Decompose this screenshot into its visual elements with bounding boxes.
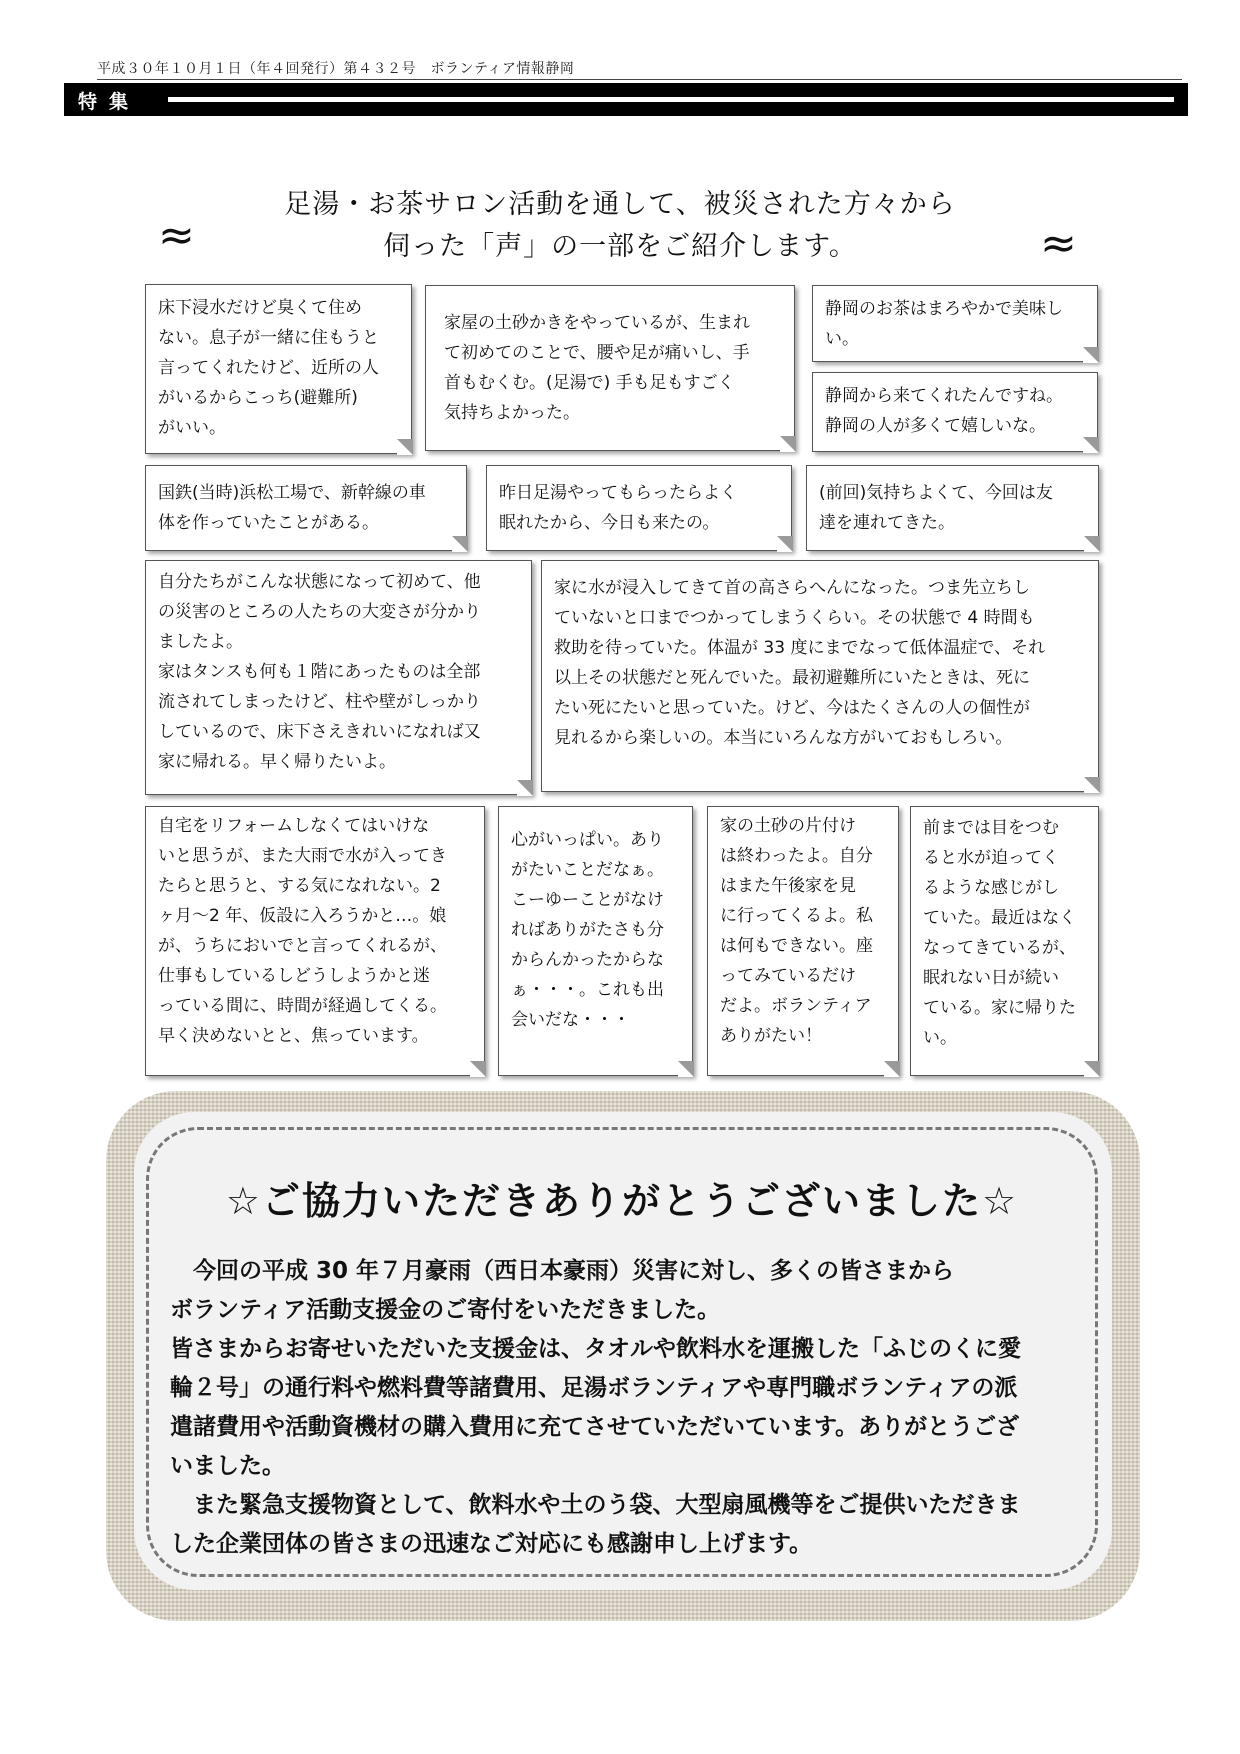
voice-card [910, 806, 1099, 1076]
voice-card [145, 560, 532, 795]
header-rule [97, 79, 1182, 80]
voice-text: 前までは目をつむ ると水が迫ってく るような感じがし ていた。最近はなく なってきているが、 眠れない日が続い ている。家に帰りた い。 [923, 818, 1076, 1048]
page-curl-icon [1084, 1061, 1100, 1077]
voice-card [425, 285, 795, 451]
voice-text: 家屋の土砂かきをやっているが、生まれ て初めてのことで、腰や足が痛いし、手 首もむくむ。(足湯で) 手も足もすごく 気持ちよかった。 [444, 313, 750, 423]
headline [230, 184, 1010, 268]
feature-bar [64, 83, 1188, 116]
page-curl-icon [884, 1061, 900, 1077]
voice-card [812, 372, 1098, 452]
page-curl-icon [780, 436, 796, 452]
voice-card [145, 806, 485, 1076]
page-curl-icon [517, 780, 533, 796]
voice-text: 自分たちがこんな状態になって初めて、他 の災害のところの人たちの大変さが分かり ましたよ。 家はタンスも何も１階にあったものは全部 流されてしまったけど、柱や壁がしっかり しているので、床下さえきれいになれば又 家に帰れる。早く帰りたいよ。 [158, 572, 481, 772]
voice-card [498, 806, 693, 1076]
voice-text: (前回)気持ちよくて、今回は友 達を連れてきた。 [819, 483, 1053, 533]
feature-label: 特集 [78, 91, 141, 113]
page-curl-icon [470, 1061, 486, 1077]
page-curl-icon [777, 536, 793, 552]
headline-line-1: 足湯・お茶サロン活動を通して、被災された方々から [284, 189, 956, 220]
issue-line: 平成３０年１０月１日（年４回発行）第４３２号 ボランティア情報静岡 [97, 61, 575, 77]
voice-card [812, 285, 1098, 362]
voice-card [707, 806, 899, 1076]
feature-bar-line [168, 97, 1174, 102]
page-curl-icon [1084, 536, 1100, 552]
voice-text: 自宅をリフォームしなくてはいけな いと思うが、また大雨で水が入ってき たらと思うと、する気になれない。2 ヶ月～2 年、仮設に入ろうかと…。娘 が、うちにおいでと言ってくれるが、 仕事もしているしどうしようかと迷 っている間に、時間が経過してくる。 早く決めないとと、焦っています。 [158, 816, 447, 1046]
wave-left-icon: ≈ [158, 210, 195, 261]
page-curl-icon [1083, 347, 1099, 363]
page-curl-icon [452, 536, 468, 552]
page-curl-icon [397, 439, 413, 455]
voice-card [806, 465, 1099, 551]
wave-right-icon: ≈ [1040, 218, 1077, 269]
voice-text: 床下浸水だけど臭くて住め ない。息子が一緒に住もうと 言ってくれたけど、近所の人 がいるからこっち(避難所) がいい。 [158, 298, 379, 438]
page-curl-icon [1083, 437, 1099, 453]
voice-text: 家に水が浸入してきて首の高さらへんになった。つま先立ちし ていないと口までつかってしまうくらい。その状態で 4 時間も 救助を待っていた。体温が 33 度にまでなって低体温症で、それ 以上その状態だと死んでいた。最初避難所にいたときは、死に たい死にたいと思っていた。けど、今はたくさんの人の個性が 見れるから楽しいの。本当にいろんな方がいておもしろい。 [554, 578, 1046, 748]
voice-text: 静岡から来てくれたんですね。 静岡の人が多くて嬉しいな。 [825, 386, 1063, 436]
page-curl-icon [678, 1061, 694, 1077]
voice-card [145, 284, 412, 454]
page-curl-icon [1084, 777, 1100, 793]
voice-text: 心がいっぱい。あり がたいことだなぁ。 こーゆーことがなけ ればありがたさも分 からんかったからな ぁ・・・。これも出 会いだな・・・ [511, 830, 664, 1030]
thanks-body: 今回の平成 30 年７月豪雨（西日本豪雨）災害に対し、多くの皆さまから ボランティア活動支援金のご寄付をいただきました。 皆さまからお寄せいただいた支援金は、タオルや飲料水を運搬した「ふじのくに愛 輪２号」の通行料や燃料費等諸費用、足湯ボランティアや専門職ボランティアの派 遣諸費用や活動資機材の購入費用に充てさせていただいています。ありがとうござ いました。 また緊急支援物資として、飲料水や土のう袋、大型扇風機等をご提供いただきま した企業団体の皆さまの迅速なご対応にも感謝申し上げます。 [170, 1258, 1021, 1557]
voice-text: 国鉄(当時)浜松工場で、新幹線の車 体を作っていたことがある。 [158, 483, 426, 533]
voice-text: 家の土砂の片付け は終わったよ。自分 はまた午後家を見 に行ってくるよ。私 は何もできない。座 ってみているだけ だよ。ボランティア ありがたい！ [720, 816, 873, 1046]
voice-text: 昨日足湯やってもらったらよく 眠れたから、今日も来たの。 [499, 483, 737, 533]
voice-card [145, 465, 467, 551]
voice-card [541, 560, 1099, 792]
voice-card [486, 465, 792, 551]
thanks-title: ☆ご協力いただきありがとうございました☆ [225, 1179, 1019, 1223]
headline-line-2: 伺った「声」の一部をご紹介します。 [383, 231, 857, 262]
voice-text: 静岡のお茶はまろやかで美味し い。 [825, 299, 1063, 349]
